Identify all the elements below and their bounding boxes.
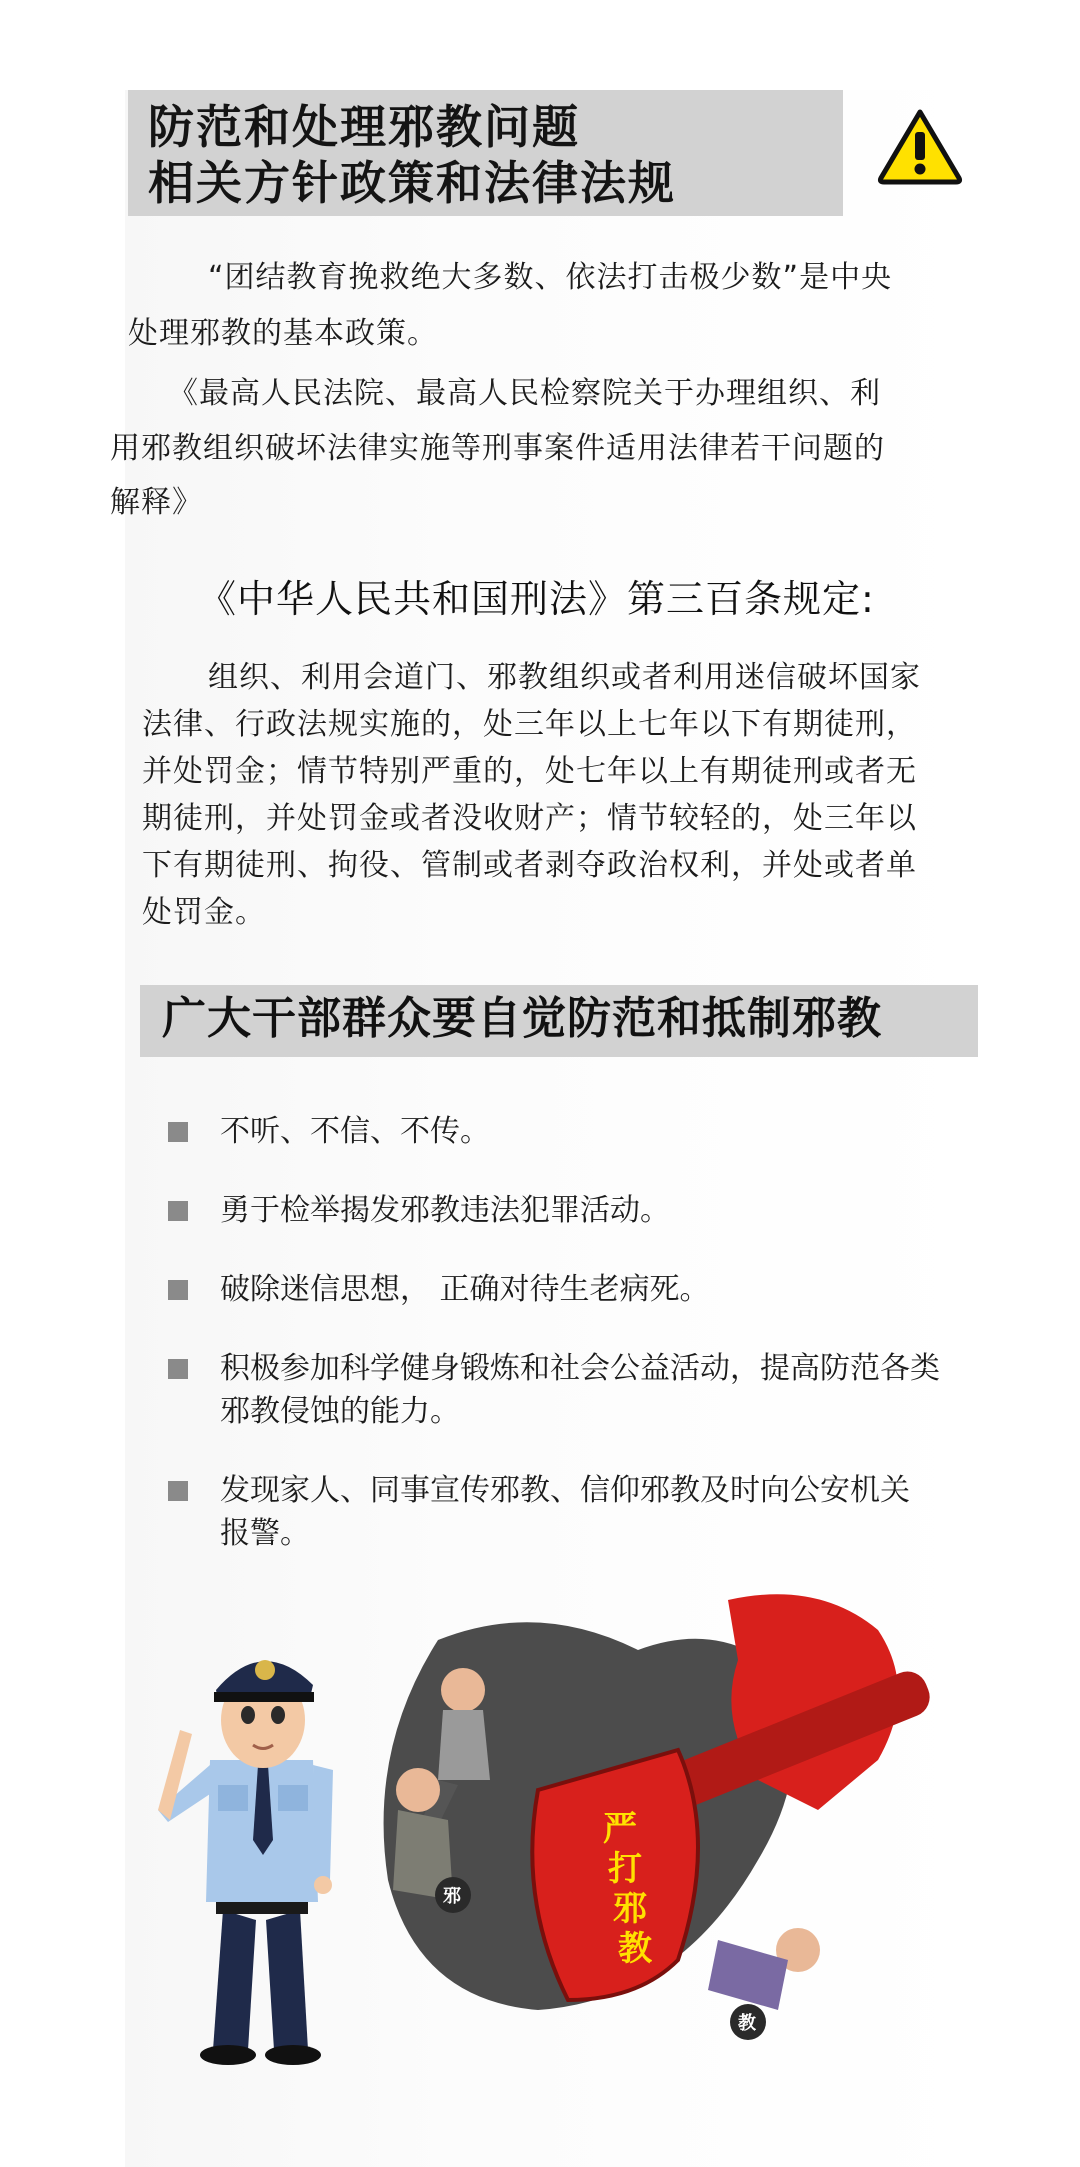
- police-officer-figure: [158, 1660, 333, 2065]
- axe-text-char: 打: [608, 1849, 642, 1889]
- figure-label: 邪: [443, 1886, 461, 1907]
- axe-text-char: 严: [603, 1809, 637, 1849]
- law-text-line: 期徒刑，并处罚金或者没收财产；情节较轻的，处三年以: [142, 801, 917, 836]
- policy-paragraph-1-line-1: “团结教育挽救绝大多数、依法打击极少数”是中央: [208, 260, 893, 295]
- policy-paragraph-2-line-1: 《最高人民法院、最高人民检察院关于办理组织、利: [168, 376, 881, 411]
- policy-paragraph-2-line-2: 用邪教组织破坏法律实施等刑事案件适用法律若干问题的: [110, 431, 885, 466]
- axe-text-char: 教: [618, 1929, 652, 1969]
- law-text-line: 下有期徒刑、拘役、管制或者剥夺政治权利，并处或者单: [142, 848, 917, 883]
- law-text-line: 处罚金。: [142, 895, 266, 930]
- list-item-text: 不听、不信、不传。: [220, 1114, 490, 1149]
- policy-paragraph-1-line-2: 处理邪教的基本政策。: [128, 316, 438, 351]
- policy-paragraph-2-line-3: 解释》: [110, 485, 203, 520]
- list-item: [168, 1469, 978, 1555]
- square-bullet-icon: [168, 1481, 188, 1501]
- law-text-line: 组织、利用会道门、邪教组织或者利用迷信破坏国家: [208, 660, 921, 695]
- list-item-text: 发现家人、同事宣传邪教、信仰邪教及时向公安机关 报警。: [220, 1473, 910, 1551]
- page-title-line-2: 相关方针政策和法律法规: [148, 156, 676, 210]
- anti-cult-illustration: [118, 1580, 1018, 2080]
- axe-text-char: 邪: [613, 1889, 647, 1929]
- section-banner-title: 广大干部群众要自觉防范和抵制邪教: [162, 993, 882, 1044]
- square-bullet-icon: [168, 1201, 188, 1221]
- section-banner: [140, 985, 978, 1057]
- warning-triangle-icon: [875, 106, 965, 186]
- page-title-line-1: 防范和处理邪教问题: [148, 100, 580, 154]
- list-item: [168, 1110, 978, 1153]
- list-item-text: 破除迷信思想， 正确对待生老病死。: [220, 1272, 710, 1307]
- list-item: [168, 1347, 978, 1433]
- list-item-text: 积极参加科学健身锻炼和社会公益活动，提高防范各类 邪教侵蚀的能力。: [220, 1351, 940, 1429]
- figure-label: 教: [738, 2013, 756, 2034]
- square-bullet-icon: [168, 1122, 188, 1142]
- list-item-text: 勇于检举揭发邪教违法犯罪活动。: [220, 1193, 670, 1228]
- criminal-law-heading: 《中华人民共和国刑法》第三百条规定:: [198, 577, 875, 621]
- square-bullet-icon: [168, 1280, 188, 1300]
- law-text-line: 法律、行政法规实施的，处三年以上七年以下有期徒刑，: [142, 707, 917, 742]
- list-item: [168, 1268, 978, 1311]
- square-bullet-icon: [168, 1359, 188, 1379]
- list-item: [168, 1189, 978, 1232]
- bullet-list: [168, 1110, 978, 1591]
- law-text-line: 并处罚金；情节特别严重的，处七年以上有期徒刑或者无: [142, 754, 917, 789]
